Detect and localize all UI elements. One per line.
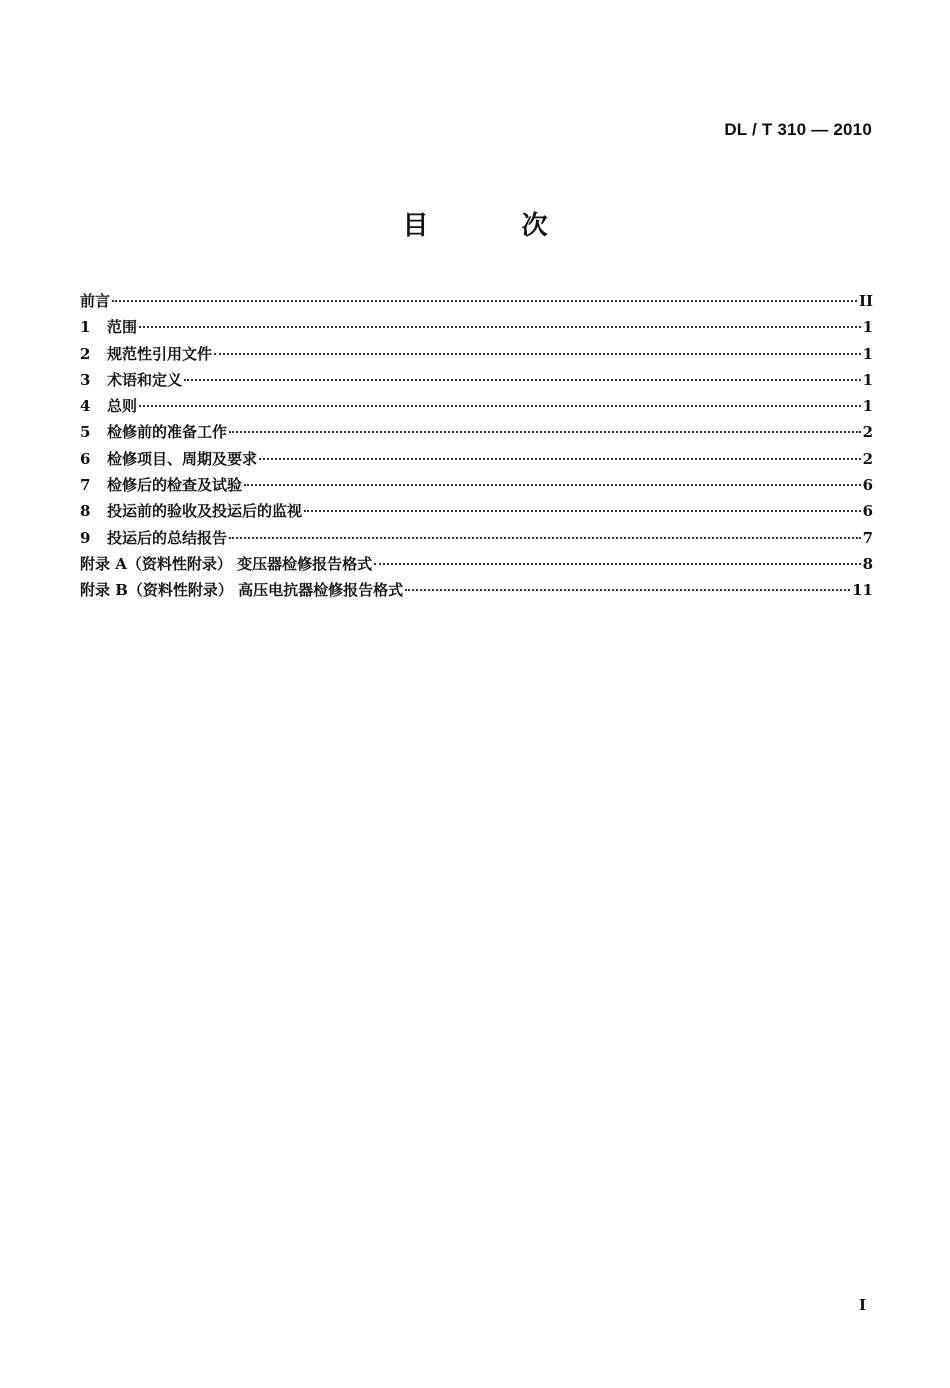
toc-entry-3[interactable] bbox=[80, 369, 873, 395]
toc-leader-dots bbox=[374, 563, 860, 565]
toc-entry-9[interactable] bbox=[80, 527, 873, 553]
toc-entry-text: 检修项目、周期及要求 bbox=[107, 449, 258, 468]
toc-entry-page: 6 bbox=[862, 476, 873, 495]
toc-leader-dots bbox=[229, 537, 861, 539]
toc-leader-dots bbox=[214, 353, 861, 355]
toc-entry-text: 前言 bbox=[80, 292, 111, 310]
toc-leader-dots bbox=[304, 510, 861, 512]
toc-leader-dots bbox=[112, 300, 857, 302]
toc-leader-dots bbox=[139, 326, 861, 328]
toc-entry-page: II bbox=[858, 292, 873, 310]
toc-entry-6[interactable] bbox=[80, 448, 873, 474]
toc-entry-appendix-b[interactable] bbox=[80, 579, 873, 605]
toc-title: 目 次 bbox=[402, 211, 590, 241]
toc-entry-page: 6 bbox=[862, 502, 873, 521]
toc-leader-dots bbox=[244, 484, 861, 486]
toc-entry-number: 9 bbox=[80, 528, 91, 547]
toc-entry-number: 5 bbox=[80, 423, 91, 442]
toc-entry-page: 8 bbox=[862, 554, 873, 573]
toc-entry-text: 检修前的准备工作 bbox=[107, 423, 228, 442]
toc-entry-1[interactable] bbox=[80, 316, 873, 342]
toc-leader-dots bbox=[259, 458, 861, 460]
toc-leader-dots bbox=[184, 379, 861, 381]
toc-entry-number: 2 bbox=[80, 344, 91, 363]
toc-entry-number: 1 bbox=[80, 318, 91, 337]
toc-entry-text: 附录 B（资料性附录） 高压电抗器检修报告格式 bbox=[80, 581, 404, 600]
toc-entry-foreword[interactable] bbox=[80, 290, 873, 316]
toc-leader-dots bbox=[405, 589, 850, 591]
toc-entry-appendix-a[interactable] bbox=[80, 553, 873, 579]
toc-entry-text: 投运前的验收及投运后的监视 bbox=[107, 502, 303, 521]
toc-entry-page: 1 bbox=[862, 318, 873, 337]
toc-entry-page: 1 bbox=[862, 344, 873, 363]
toc-entry-text: 投运后的总结报告 bbox=[107, 528, 228, 547]
toc-entry-number: 8 bbox=[80, 502, 91, 521]
toc-entry-text: 总则 bbox=[107, 397, 138, 416]
toc-entry-page: 1 bbox=[862, 370, 873, 389]
toc-entry-page: 7 bbox=[862, 528, 873, 547]
toc-entry-text: 检修后的检查及试验 bbox=[107, 476, 243, 495]
toc-entry-7[interactable] bbox=[80, 474, 873, 500]
toc-entry-8[interactable] bbox=[80, 500, 873, 526]
toc-entry-page: 2 bbox=[862, 423, 873, 442]
toc-entry-number: 6 bbox=[80, 449, 91, 468]
toc-entry-4[interactable] bbox=[80, 395, 873, 421]
toc-entry-5[interactable] bbox=[80, 421, 873, 447]
toc-entry-page: 1 bbox=[862, 397, 873, 416]
toc-entry-text: 规范性引用文件 bbox=[107, 344, 213, 363]
toc-entry-text: 附录 A（资料性附录） 变压器检修报告格式 bbox=[80, 554, 373, 573]
page-number: I bbox=[858, 1296, 866, 1314]
toc-leader-dots bbox=[139, 405, 861, 407]
document-code: DL / T 310 — 2010 bbox=[724, 120, 872, 139]
toc-entry-page: 2 bbox=[862, 449, 873, 468]
toc-entry-page: 11 bbox=[852, 581, 873, 600]
table-of-contents bbox=[80, 290, 873, 606]
toc-entry-2[interactable] bbox=[80, 343, 873, 369]
toc-entry-number: 4 bbox=[80, 397, 91, 416]
toc-entry-number: 7 bbox=[80, 476, 91, 495]
toc-entry-text: 范围 bbox=[107, 318, 138, 337]
toc-leader-dots bbox=[229, 431, 861, 433]
toc-entry-text: 术语和定义 bbox=[107, 370, 183, 389]
toc-entry-number: 3 bbox=[80, 370, 91, 389]
